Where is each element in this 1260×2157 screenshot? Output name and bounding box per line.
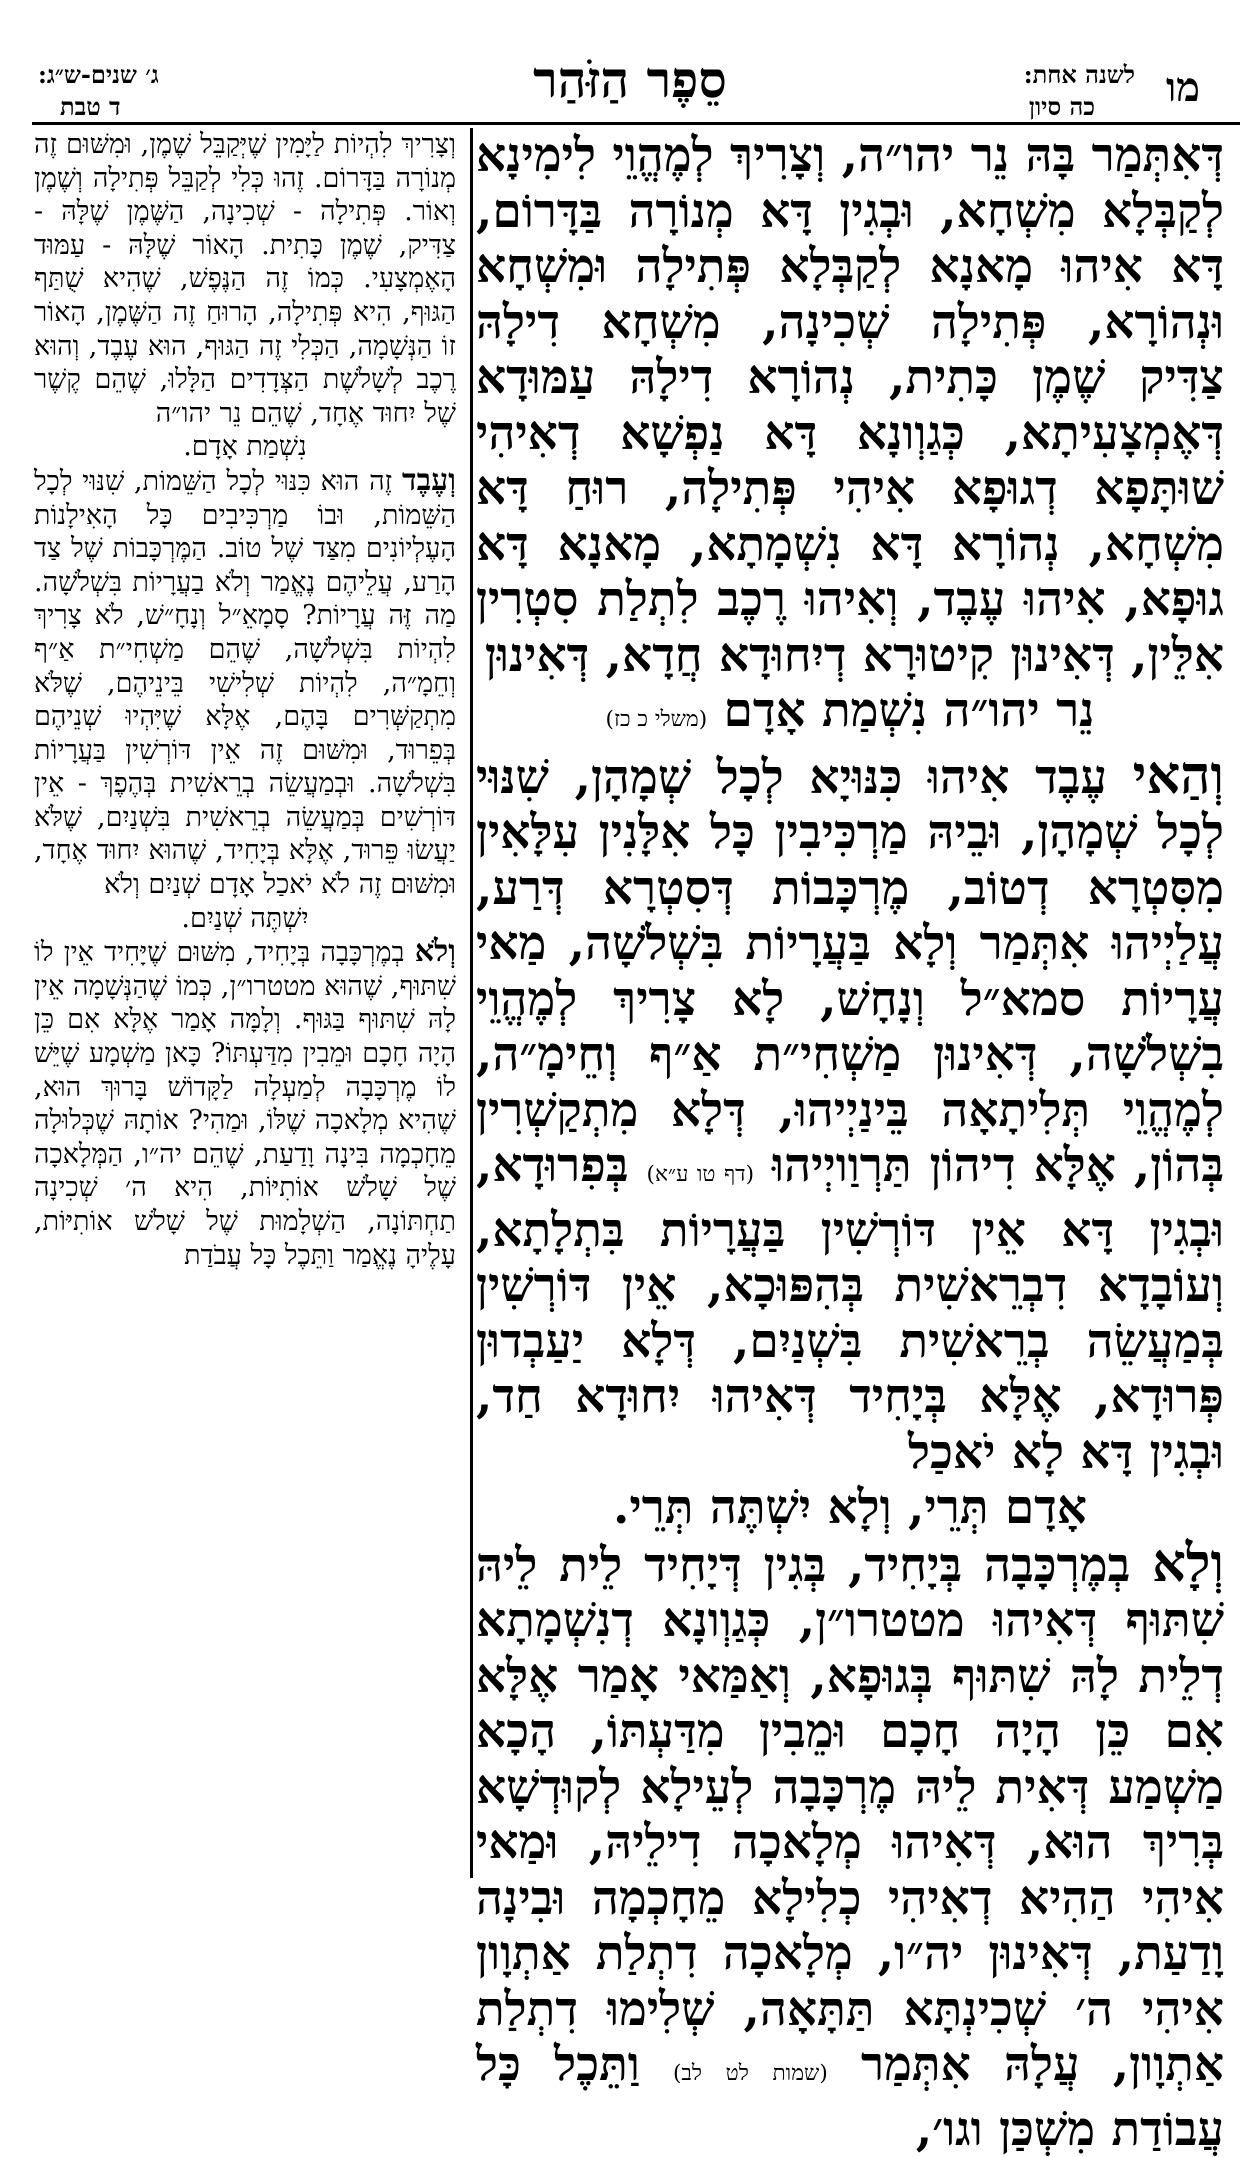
- side-p3-text: בְמֶרְכָּבָה בְּיָחִיד, מִשּׁוּם שֶׁיָּחִיד אֵין לוֹ שִׁתּוּף, שֶׁהוּא מטטרו״ן, כְּמוֹ שֶׁהַנְּשָׁמָה אֵין לָהּ שִׁתּוּף בַּגּוּף. וְלָמָּה אָמַר אֶלָּא אִם כֵּן הָיָה חָכָם וּמֵבִין מִדַּעְתּוֹ? כָּאן מַשְׁמָע שֶׁיֵּשׁ לוֹ מֶרְכָּבָה לְמַעְלָה לַקָּדוֹשׁ בָּרוּךְ הוּא, שֶׁהִיא מְלָאכָה שֶׁלּוֹ, וּמַהִי? אוֹתָהּ שֶׁכְּלוּלָה מֵחָכְמָה בִּינָה וָדַעַת, שֶׁהֵם יה״ו, הַמְּלָאכָה שֶׁל שָׁלֹשׁ אוֹתִיּוֹת, הִיא ה׳ שְׁכִינָה תַחְתּוֹנָה, הַשְׁלָמוּת שֶׁל שָׁלֹשׁ אוֹתִיּוֹת, עָלֶיהָ נֶאֱמַר וַתֵּכֶל כָּל עֲבֹדַת: [34, 937, 456, 1270]
- side-p2-last: יִשְׁתֶּה שְׁנַיִם.: [34, 902, 456, 936]
- side-paragraph-3: [34, 935, 456, 1272]
- book-title: סֵפֶר הַזֹּהַר: [0, 50, 1260, 109]
- main-p2-text-a: עֶבֶד אִיהוּ כִּנּוּיָא לְכָל שְׁמָהָן, שִׁנּוּי לְכָל שְׁמָהָן, וּבֵיהּ מַרְכִּיבִין כָּל אִלָּנִין עִלָּאִין מִסִּטְרָא דְטוֹב, מֶרְכָּבוֹת דְּסִטְרָא דְּרַע, עֲלַיְיהוּ אִתְּמַר וְלָא בַּעֲרָיוֹת בִּשְׁלֹשָׁה, מַאי עֲרָיוֹת סמא״ל וְנָחָשׁ, לָא צָרִיךְ לְמֶהֱוֵי בִשְׁלֹשָׁה, דְּאִינוּן מַשְׁחִי״ת אַ״ף וְחֵימָ״ה, לְמֶהֱוֵי תְּלִיתָאָה בֵּינַיְיהוּ, דְּלָא מִתְקַשְׁרִין בְּהוֹן, אֶלָּא דִיהוֹן תַּרְוַויְיהוּ: [476, 750, 1224, 1194]
- side-p2-text: זֶה הוּא כִּנּוּי לְכָל הַשֵּׁמוֹת, שִׁנּוּי לְכָל הַשֵּׁמוֹת, וּבוֹ מַרְכִּיבִים כָּל הָאִילָנוֹת הָעֶלְיוֹנִים מִצַּד שֶׁל טוֹב. הַמֶּרְכָּבוֹת שֶׁל צַד הָרַע, עֲלֵיהֶם נֶאֱמַר וְלֹא בַעֲרָיוֹת בִּשְׁלֹשָׁה. מַה זֶּה עֲרָיוֹת? סָמָאֵ״ל וְנָחָ״שׁ, לֹא צָרִיךְ לִהְיוֹת בִּשְׁלֹשָׁה, שֶׁהֵם מַשְׁחִי״ת אַ״ף וְחֵמָ״ה, לִהְיוֹת שְׁלִישִׁי בֵּינֵיהֶם, שֶׁלֹּא מִתְקַשְּׁרִים בָּהֶם, אֶלָּא שֶׁיִּהְיוּ שְׁנֵיהֶם בְּפֵרוּד, וּמִשּׁוּם זֶה אֵין דּוֹרְשִׁין בַּעֲרָיוֹת בִּשְׁלֹשָׁה. וּבְמַעֲשֵׂה בְרֵאשִׁית בְּהֶפֶךְ - אֵין דּוֹרְשִׁים בְּמַעֲשֵׂה בְרֵאשִׁית בִּשְׁנַיִם, שֶׁלֹּא יַעֲשׂוּ פֵּרוּד, אֶלָּא בְּיָחִיד, שֶׁהוּא יִחוּד אֶחָד, וּמִשּׁוּם זֶה לֹא יֹאכַל אָדָם שְׁנַיִם וְלֹא: [34, 466, 456, 900]
- side-p3-lead-word: וְלֹא: [415, 934, 456, 969]
- main-p3-reference: (שמות לט לב): [673, 2061, 828, 2086]
- main-p1-closing-line: [476, 683, 1224, 748]
- side-p1-last: נִשְׁמַת אָדָם.: [34, 430, 456, 464]
- main-p3-lead-word: וְלָא: [1152, 1533, 1224, 1594]
- main-p1-last: נֵר יהו״ה נִשְׁמַת אָדָם: [724, 683, 1095, 738]
- study-schedule-date: כה סיון: [1029, 92, 1095, 122]
- page-number: מו: [1166, 64, 1200, 111]
- side-p1-text: וְצָרִיךְ לִהְיוֹת לַיָּמִין שֶׁיְּקַבֵּל שֶׁמֶן, וּמִשּׁוּם זֶה מְנוֹרָה בַּדָּרוֹם. זֶהוּ כְּלִי לְקַבֵּל פְּתִילָה וְשֶׁמֶן וְאוֹר. פְּתִילָה - שְׁכִינָה, הַשֶּׁמֶן שֶׁלָּהּ - צַדִּיק, שֶׁמֶן כָּתִית. הָאוֹר שֶׁלָּהּ - עַמּוּד הָאֶמְצָעִי. כְּמוֹ זֶה הַנֶּפֶשׁ, שֶׁהִיא שֻׁתַּף הַגּוּף, הִיא פְּתִילָה, הָרוּחַ זֶה הַשֶּׁמֶן, הָאוֹר זוֹ הַנְּשָׁמָה, הַכְּלִי זֶה הַגּוּף, הוּא עֶבֶד, וְהוּא רֶכֶב לְשָׁלֹשֶׁת הַצְּדָדִים הַלָּלוּ, שֶׁהֵם קֶשֶׁר שֶׁל יִחוּד אֶחָד, שֶׁהֵם נֵר יהו״ה: [34, 129, 456, 429]
- side-paragraph-2: [34, 464, 456, 935]
- main-paragraph-1: [476, 128, 1224, 748]
- main-paragraph-3: [476, 1536, 1224, 2157]
- side-paragraph-1: [34, 128, 456, 464]
- main-p2-lead-word: וְהַאי: [1133, 745, 1224, 806]
- hebrew-translation-column: [34, 128, 456, 1878]
- main-p2-text-b: בְּפִרוּדָא, וּבְגִין דָּא אֵין דּוֹרְשִׁין בַּעֲרָיוֹת בִּתְלָתָא, וְעוֹבָדָא דִבְרֵאשִׁית בְּהִפּוּכָא, אֵין דּוֹרְשִׁין בְּמַעֲשֵׂה בְרֵאשִׁית בִּשְׁנַיִם, דְּלָא יַעַבְדוּן פְּרוּדָא, אֶלָּא בְּיָחִיד דְּאִיהוּ יִחוּדָא חַד, וּבְגִין דָּא לָא יֹאכַל: [476, 1138, 1224, 1480]
- header-rule: [32, 122, 1240, 125]
- main-p1-text: דְּאִתְּמַר בָּהּ נֵר יהו״ה, וְצָרִיךְ לְמֶהֱוֵי לִימִינָא לְקַבְּלָא מִשְׁחָא, וּבְגִין דָּא מְנוֹרָה בַּדָּרוֹם, דָּא אִיהוּ מָאנָא לְקַבְּלָא פְּתִילָה וּמִשְׁחָא וּנְהוֹרָא, פְּתִילָה שְׁכִינָה, מִשְׁחָא דִילָהּ צַדִּיק שֶׁמֶן כָּתִית, נְהוֹרָא דִילָהּ עַמּוּדָא דְּאֶמְצָעִיתָא, כְּגַוְונָא דָּא נַפְשָׁא דְאִיהִי שׁוּתָּפָא דְגוּפָא אִיהִי פְּתִילָה, רוּחַ דָּא מִשְׁחָא, נְהוֹרָא דָּא נִשְׁמָתָא, מָאנָא דָּא גוּפָא, אִיהוּ עֶבֶד, וְאִיהוּ רֶכֶב לִתְלַת סִטְרִין אִלֵּין, דְּאִינוּן קִיטוּרָא דְיִחוּדָא חֲדָא, דְּאִינוּן: [476, 128, 1224, 683]
- alt-schedule-label: ג׳ שנים-ש״ג:: [38, 60, 159, 90]
- study-schedule-label: לשנה אחת:: [1024, 60, 1135, 90]
- main-p3-last-a: אִתְּמַר: [861, 2037, 971, 2092]
- page-header: [0, 0, 1260, 110]
- main-p3-text-a: בְמֶרְכָּבָה בְּיָחִיד, בְּגִין דְּיָחִיד לֵית לֵיהּ שִׁתּוּף דְּאִיהוּ מטטרו״ן, כְּגַוְונָא דְנִשְׁמָתָא דְלֵית לָהּ שִׁתּוּף בְּגוּפָא, וְאַמַּאי אָמַר אֶלָּא אִם כֵּן הָיָה חָכָם וּמֵבִין מִדַּעְתּוֹ, הָכָא מַשְׁמַע דְּאִית לֵיהּ מֶרְכָּבָה לְעֵילָא לְקוּדְשָׁא בְּרִיךְ הוּא, דְּאִיהוּ מְלָאכָה דִילֵיהּ, וּמַאי אִיהִי הַהִיא דְאִיהִי כְלִילָא מֵחָכְמָה וּבִינָה וָדַעַת, דְּאִינוּן יה״ו, מְלָאכָה דִתְלַת אַתְוָון אִיהִי ה׳ שְׁכִינְתָּא תַּתָּאָה, שְׁלִימוּ דִתְלַת אַתְוָון, עֲלָהּ: [476, 1538, 1224, 2093]
- main-p2-reference: (דף טו ע״א): [647, 1162, 755, 1187]
- column-divider: [470, 128, 473, 1878]
- main-p2-last: אָדָם תְּרֵי, וְלָא יִשְׁתֶּה תְּרֵי.: [476, 1480, 1224, 1536]
- alt-schedule-date: ד טבת: [60, 92, 121, 122]
- main-p3-last-b: וַתֵּכֶל כָּל עֲבוֹדַת מִשְׁכַּן וגו׳,: [476, 2037, 1224, 2157]
- main-paragraph-2: [476, 748, 1224, 1536]
- main-p1-reference: (משלי כ כז): [606, 707, 708, 732]
- aramaic-main-text: [476, 128, 1224, 1878]
- side-p2-lead-word: וְעֶבֶד: [402, 463, 456, 498]
